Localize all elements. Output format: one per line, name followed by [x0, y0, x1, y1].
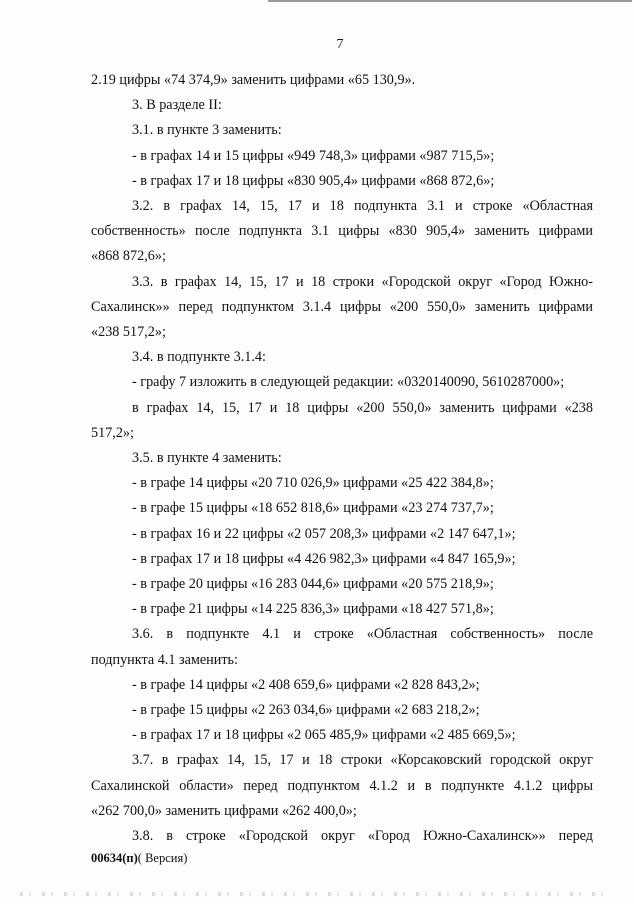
paragraph-3-5-item: - в графе 21 цифры «14 225 836,3» цифрами «18 427 571,8»;	[132, 601, 494, 618]
paragraph-3-6-line-2: подпункта 4.1 заменить:	[91, 651, 238, 668]
paragraph-3-6-item: - в графах 17 и 18 цифры «2 065 485,9» цифрами «2 485 669,5»;	[132, 727, 516, 744]
document-code: 00634(п)	[91, 851, 138, 865]
paragraph-3-3-line-1: 3.3. в графах 14, 15, 17 и 18 строки «Городской округ «Город Южно-	[132, 273, 593, 290]
section-3-heading: 3. В разделе II:	[132, 97, 222, 114]
paragraph-3-5-heading: 3.5. в пункте 4 заменить:	[132, 450, 282, 467]
paragraph-3-3-line-2: Сахалинск»» перед подпунктом 3.1.4 цифры «200 550,0» заменить цифрами	[91, 298, 593, 315]
paragraph-3-5-item: - в графе 20 цифры «16 283 044,6» цифрами «20 575 218,9»;	[132, 576, 494, 593]
paragraph-3-7-line-2: Сахалинской области» перед подпунктом 4.1.2 и в подпункте 4.1.2 цифры	[91, 777, 593, 794]
paragraph-3-2-line-2: собственность» после подпункта 3.1 цифры «830 905,4» заменить цифрами	[91, 223, 593, 240]
item-3-1-heading: 3.1. в пункте 3 заменить:	[132, 122, 282, 139]
item-3-1-line-1: - в графах 14 и 15 цифры «949 748,3» цифрами «987 715,5»;	[132, 147, 495, 164]
paragraph-3-8	[91, 824, 593, 849]
paragraph-3-7-line-3: «262 700,0» заменить цифрами «262 400,0»;	[91, 802, 357, 819]
paragraph-3-5-item: - в графе 15 цифры «18 652 818,6» цифрами «23 274 737,7»;	[132, 500, 494, 517]
paragraph-3-6-item: - в графе 15 цифры «2 263 034,6» цифрами «2 683 218,2»;	[132, 702, 480, 719]
paragraph-3-8-line-1: 3.8. в строке «Городской округ «Город Южно-Сахалинск»» перед	[132, 828, 593, 845]
paragraph-3-7	[91, 748, 593, 824]
paragraph-3-6-line-1: 3.6. в подпункте 4.1 и строке «Областная собственность» после	[132, 626, 593, 643]
paragraph-3-6	[91, 622, 593, 672]
document-body	[91, 68, 593, 849]
page-number: 7	[336, 37, 344, 52]
paragraph-3-5-item: - в графах 17 и 18 цифры «4 426 982,3» цифрами «4 847 165,9»;	[132, 550, 516, 567]
paragraph-3-5-item: - в графе 14 цифры «20 710 026,9» цифрами «25 422 384,8»;	[132, 475, 494, 492]
line-2-19: 2.19 цифры «74 374,9» заменить цифрами «65 130,9».	[91, 72, 416, 88]
paragraph-3-4-item-2-line-1: в графах 14, 15, 17 и 18 цифры «200 550,0» заменить цифрами «238	[132, 399, 593, 416]
paragraph-3-4-item-2	[91, 396, 593, 446]
paragraph-3-2-line-3: «868 872,6»;	[91, 248, 166, 265]
paragraph-3-4-item-2-line-2: 517,2»;	[91, 424, 134, 441]
paragraph-3-7-line-1: 3.7. в графах 14, 15, 17 и 18 строки «Корсаковский городской округ	[132, 752, 593, 769]
scan-edge-noise	[20, 892, 610, 896]
item-3-1-line-2: - в графах 17 и 18 цифры «830 905,4» цифрами «868 872,6»;	[132, 172, 495, 189]
paragraph-3-6-item: - в графе 14 цифры «2 408 659,6» цифрами «2 828 843,2»;	[132, 676, 480, 693]
paragraph-3-5-item: - в графах 16 и 22 цифры «2 057 208,3» цифрами «2 147 647,1»;	[132, 525, 516, 542]
paragraph-3-2-line-1: 3.2. в графах 14, 15, 17 и 18 подпункта 3.1 и строке «Областная	[132, 198, 593, 215]
paragraph-3-2	[91, 194, 593, 270]
paragraph-3-4-item-1: - графу 7 изложить в следующей редакции: «0320140090, 5610287000»;	[132, 374, 565, 391]
top-border-line	[268, 0, 632, 2]
paragraph-3-3	[91, 270, 593, 346]
document-version: ( Версия)	[137, 851, 188, 865]
document-footer	[91, 851, 187, 866]
paragraph-3-4-heading: 3.4. в подпункте 3.1.4:	[132, 349, 266, 366]
paragraph-3-3-line-3: «238 517,2»;	[91, 324, 166, 341]
